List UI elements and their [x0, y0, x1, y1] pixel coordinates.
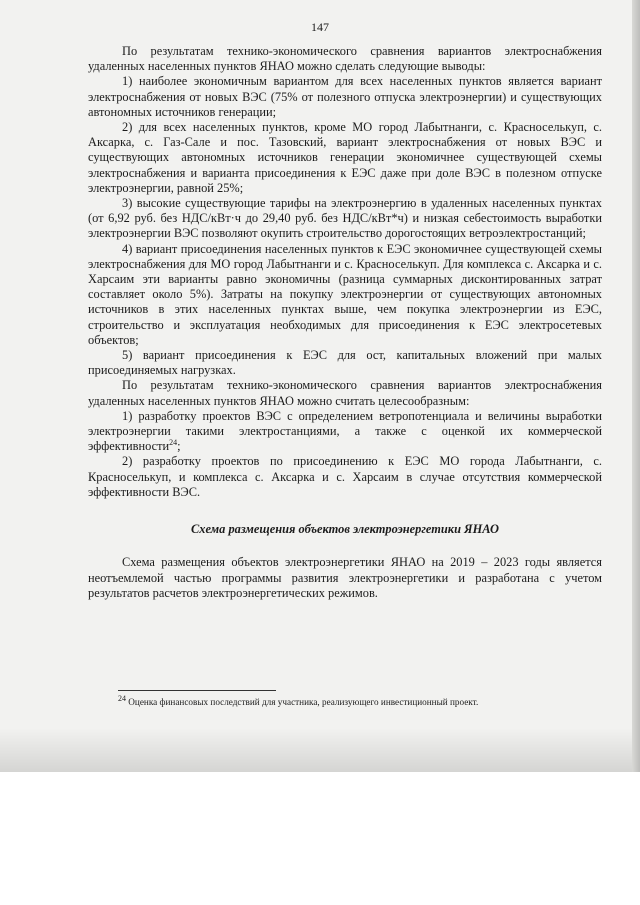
footnote-reference[interactable]: 24	[169, 438, 178, 448]
paragraph-scheme: Схема размещения объектов электроэнергетики ЯНАО на 2019 – 2023 годы является неотъемлемой частью программы развития электроэнергетики и разработана с учетом результатов расчетов электроэнергетических режимов.	[88, 555, 602, 600]
recommendation-1	[88, 409, 602, 455]
page-number: 147	[311, 20, 329, 34]
paragraph-intro: По результатам технико-экономического сравнения вариантов электроснабжения удаленных населенных пунктов ЯНАО можно сделать следующие выводы:	[88, 44, 602, 74]
conclusion-5: 5) вариант присоединения к ЕЭС для ост, капитальных вложений при малых присоединяемых нагрузках.	[88, 348, 602, 378]
conclusion-3: 3) высокие существующие тарифы на электроэнергию в удаленных населенных пунктах (от 6,92 руб. без НДС/кВт·ч до 29,40 руб. без НДС/кВт*ч) и низкая себестоимость выработки электроэнергии ВЭС позволяют окупить строительство дорогостоящих ветроэлектростанций;	[88, 196, 602, 241]
conclusion-2: 2) для всех населенных пунктов, кроме МО город Лабытнанги, с. Красноселькуп, с. Аксарка, с. Газ-Сале и пос. Тазовский, вариант электроснабжения от новых ВЭС и существующих автономных источников генерации экономичнее существующей схемы электроснабжения и варианта присоединения к ЕЭС даже при доле ВЭС в полезном отпуске электроэнергии, равной 25%;	[88, 120, 602, 195]
footnote-divider	[118, 690, 276, 691]
conclusion-1: 1) наиболее экономичным вариантом для всех населенных пунктов является вариант электроснабжения от новых ВЭС (75% от полезного отпуска электроэнергии) и существующих автономных источников генерации;	[88, 74, 602, 119]
scan-shadow	[0, 728, 640, 772]
scan-edge	[632, 0, 640, 772]
paragraph-recommendations: По результатам технико-экономического сравнения вариантов электроснабжения удаленных населенных пунктов ЯНАО можно считать целесообразным:	[88, 378, 602, 408]
section-heading: Схема размещения объектов электроэнергетики ЯНАО	[191, 522, 499, 537]
footnote-number: 24	[118, 693, 126, 703]
recommendation-1-end: ;	[177, 439, 181, 454]
recommendation-2: 2) разработку проектов по присоединению к ЕЭС МО города Лабытнанги, с. Красноселькуп, и комплекса с. Аксарка и с. Харсаим в случае отсутствия коммерческой эффективности ВЭС.	[88, 454, 602, 499]
recommendation-1-text: 1) разработку проектов ВЭС с определением ветропотенциала и величины выработки электроэнергии такими электростанциями, а также с оценкой их коммерческой эффективности	[88, 408, 602, 454]
footnote	[118, 693, 598, 708]
document-body	[88, 44, 602, 601]
footnote-text: Оценка финансовых последствий для участника, реализующего инвестиционный проект.	[128, 697, 479, 707]
conclusion-4: 4) вариант присоединения населенных пунктов к ЕЭС экономичнее существующей схемы электроснабжения для МО город Лабытнанги и с. Красноселькуп. Для комплекса с. Аксарка и с. Харсаим эти варианты равно экономичны (разница суммарных дисконтированных затрат составляет около 5%). Затраты на покупку электроэнергии от существующих автономных источников в этих населенных пунктах выше, чем покупка электроэнергии из ЕЭС, строительство и эксплуатация необходимых для присоединения к ЕЭС электросетевых объектов;	[88, 241, 602, 347]
